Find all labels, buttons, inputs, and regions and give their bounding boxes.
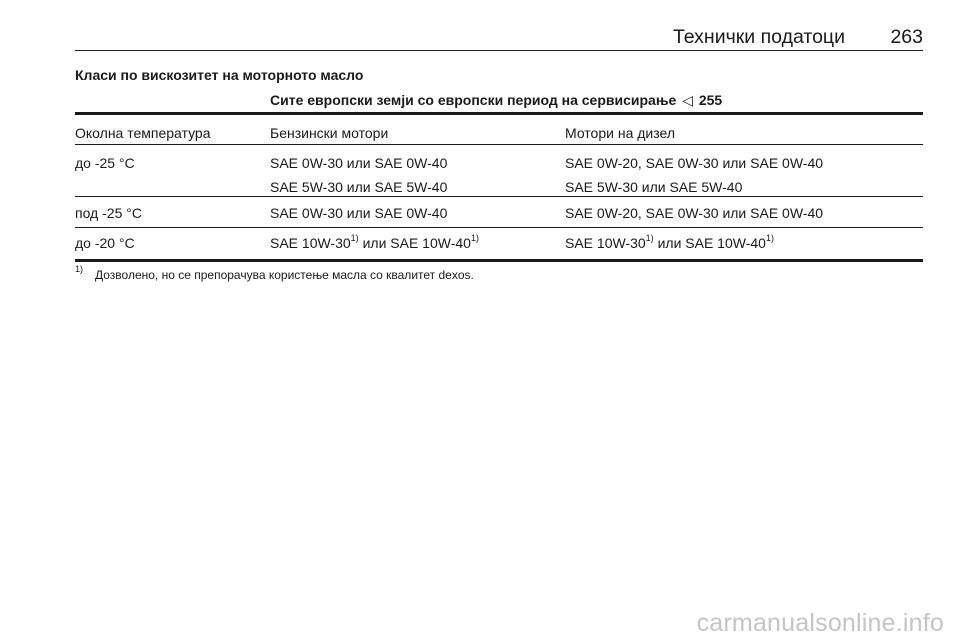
petrol-cell [270, 153, 447, 197]
footnote-marker: 1) [765, 233, 774, 244]
table-row [75, 196, 923, 227]
viscosity-table [75, 112, 923, 262]
table-caption-text: Сите европски земји со европски период на сервисирање [270, 92, 677, 108]
footnote-text: Дозволено, но се препорачува користење масла со квалитет dexos. [95, 268, 474, 282]
petrol-value: SAE 5W-30 или SAE 5W-40 [270, 179, 448, 195]
diesel-value: SAE 0W-20, SAE 0W-30 или SAE 0W-40 [565, 155, 824, 171]
footnote-marker: 1) [350, 233, 359, 244]
header-petrol: Бензински мотори [270, 125, 389, 141]
diesel-value: SAE 10W-30 [565, 235, 646, 251]
footnote-marker: 1) [645, 233, 654, 244]
page-number: 263 [890, 26, 923, 48]
section-title: Класи по вискозитет на моторното масло [75, 67, 364, 83]
temperature-cell: под -25 °C [75, 205, 142, 221]
page-reference-icon: ◁ [682, 92, 693, 108]
petrol-value: или SAE 10W-40 [358, 235, 471, 251]
temperature-cell: до -25 °C [75, 155, 135, 171]
diesel-cell: SAE 0W-20, SAE 0W-30 или SAE 0W-40 [565, 205, 824, 221]
diesel-cell [565, 233, 774, 253]
petrol-cell [270, 233, 479, 253]
header-temperature: Околна температура [75, 125, 211, 141]
footnote-marker: 1) [75, 264, 84, 274]
petrol-cell: SAE 0W-30 или SAE 0W-40 [270, 205, 448, 221]
petrol-value: SAE 0W-30 или SAE 0W-40 [270, 155, 448, 171]
header-diesel: Мотори на дизел [565, 125, 675, 141]
petrol-value: SAE 10W-30 [270, 235, 351, 251]
temperature-cell: до -20 °C [75, 235, 135, 251]
diesel-value: или SAE 10W-40 [653, 235, 766, 251]
page-header [75, 24, 923, 51]
diesel-value: SAE 5W-30 или SAE 5W-40 [565, 179, 743, 195]
page-title: Технички податоци [672, 26, 845, 48]
table-row [75, 227, 923, 259]
table-caption [270, 92, 722, 109]
watermark: carmanualsonline.info [696, 609, 944, 637]
diesel-cell [565, 153, 823, 197]
table-header-row [75, 115, 923, 144]
footnote-marker: 1) [470, 233, 479, 244]
table-row [75, 144, 923, 196]
page-reference-link[interactable]: 255 [698, 92, 723, 108]
